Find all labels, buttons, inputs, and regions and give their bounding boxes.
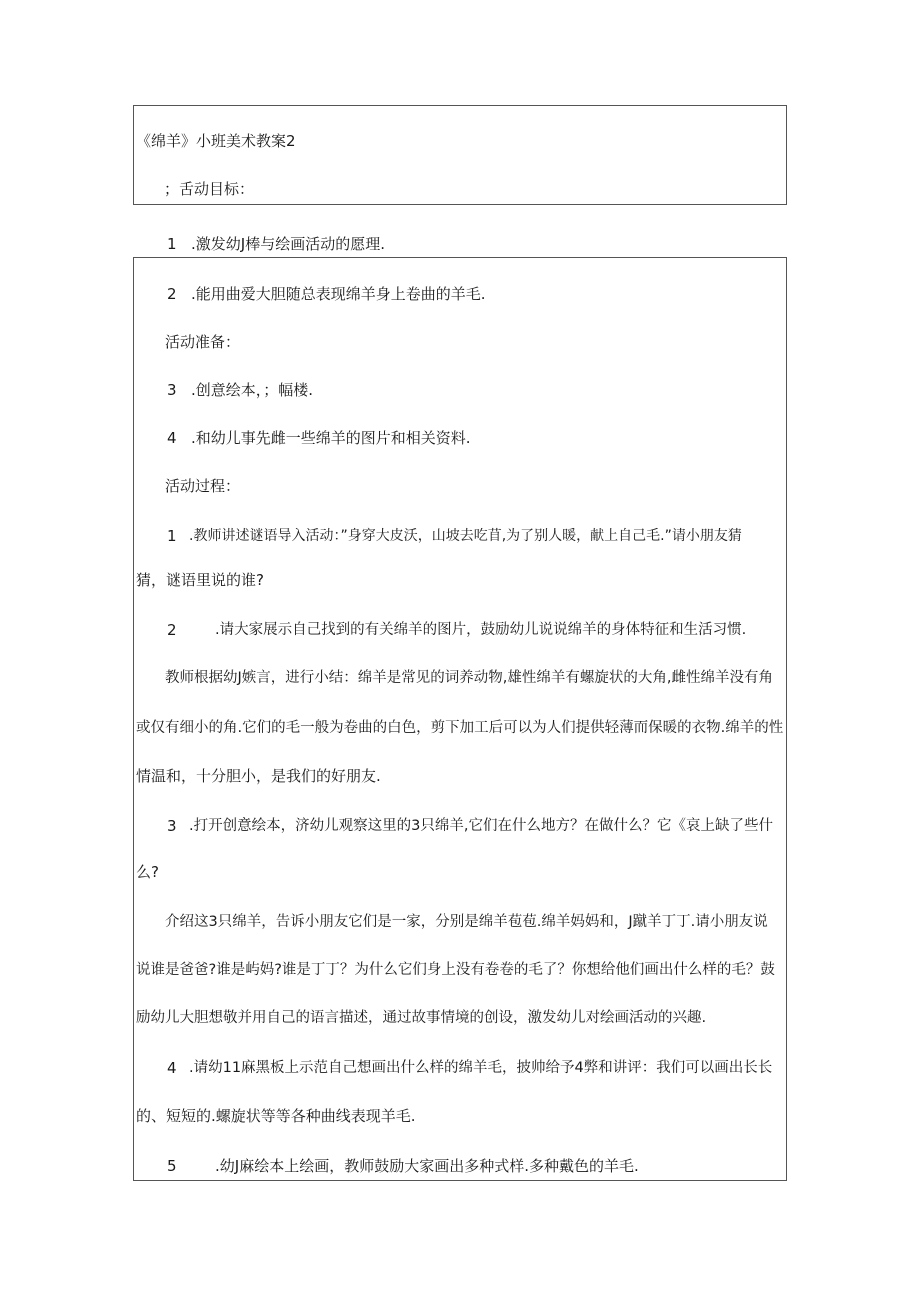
process-step-5-text: .幼J麻绘本上绘画，教师鼓励大家画出多种式样.多种戴色的羊毛. xyxy=(215,1157,639,1175)
process-step-5-number: 5 xyxy=(167,1157,177,1175)
process-step-3-line-1: .打开创意绘本，济幼儿观察这里的3只绵羊,它们在什么地方？在做什么？它《哀上缺了些什 xyxy=(189,818,773,834)
process-step-1-line-1: .教师讲述谜语导入活动：”身穿大皮沃，山坡去吃苜,为了别人暖，献上自己毛.”请小朋友猜 xyxy=(189,528,742,544)
prep-heading: 活动准备： xyxy=(165,333,241,351)
summary-line-1: 教师根据幼J嫉言，进行小结：绵羊是常见的词养动物,雄性绵羊有螺旋状的大角,雌性绵羊没有角 xyxy=(165,670,773,686)
document-title: 《绵羊》小班美术教案2 xyxy=(136,132,296,150)
process-step-1-number: 1 xyxy=(167,527,177,545)
goal-item-1-number: 1 xyxy=(167,235,177,253)
prep-item-4-text: .和幼儿事先雌一些绵羊的图片和相关资料. xyxy=(191,429,471,447)
process-step-4-line-1: .请幼11麻黑板上示范自己想画出什么样的绵羊毛，披帅给予4弊和讲评：我们可以画出长长 xyxy=(189,1060,773,1076)
process-step-3-number: 3 xyxy=(167,817,177,835)
goals-heading: ；舌动目标： xyxy=(164,180,255,198)
goal-item-2-number: 2 xyxy=(167,285,177,303)
process-step-2-text: .请大家展示自己找到的有关绵羊的图片，鼓励幼儿说说绵羊的身体特征和生活习惯. xyxy=(215,622,747,638)
prep-item-4-number: 4 xyxy=(167,429,177,447)
prep-item-3-text: .创意绘本，；幅楼. xyxy=(191,381,314,399)
goal-item-2-text: .能用曲爱大胆随总表现绵羊身上卷曲的羊毛. xyxy=(191,285,486,303)
prep-item-3-number: 3 xyxy=(167,381,177,399)
intro-line-2: 说谁是爸爸?谁是屿妈?谁是丁丁？为什么它们身上没有卷卷的毛了？你想给他们画出什么样的毛？鼓 xyxy=(136,962,775,978)
process-step-4-line-2: 的、短短的.螺旋状等等各种曲线表现羊毛. xyxy=(136,1107,416,1125)
intro-line-1: 介绍这3只绵羊，告诉小朋友它们是一家，分别是绵羊苞苞.绵羊妈妈和，J蹴羊丁丁.请小朋友说 xyxy=(165,914,768,930)
intro-line-3: 励幼儿大胆想敬并用自己的语言描述，通过故事情境的创设，激发幼儿对绘画活动的兴趣. xyxy=(136,1010,707,1026)
process-heading: 活动过程： xyxy=(165,477,241,495)
goal-item-1-text: .激发幼J棒与绘画活动的愿理. xyxy=(191,235,385,253)
process-step-4-number: 4 xyxy=(167,1059,177,1077)
summary-line-2: 或仅有细小的角.它们的毛一般为卷曲的白色，剪下加工后可以为人们提供轻薄而保暖的衣物.绵羊的性 xyxy=(136,720,784,736)
summary-line-3: 情温和，十分胆小，是我们的好朋友. xyxy=(136,767,381,785)
process-step-1-line-2: 猜，谜语里说的谁? xyxy=(136,571,264,589)
process-step-3-line-2: 么? xyxy=(136,863,159,881)
process-step-2-number: 2 xyxy=(167,621,177,639)
